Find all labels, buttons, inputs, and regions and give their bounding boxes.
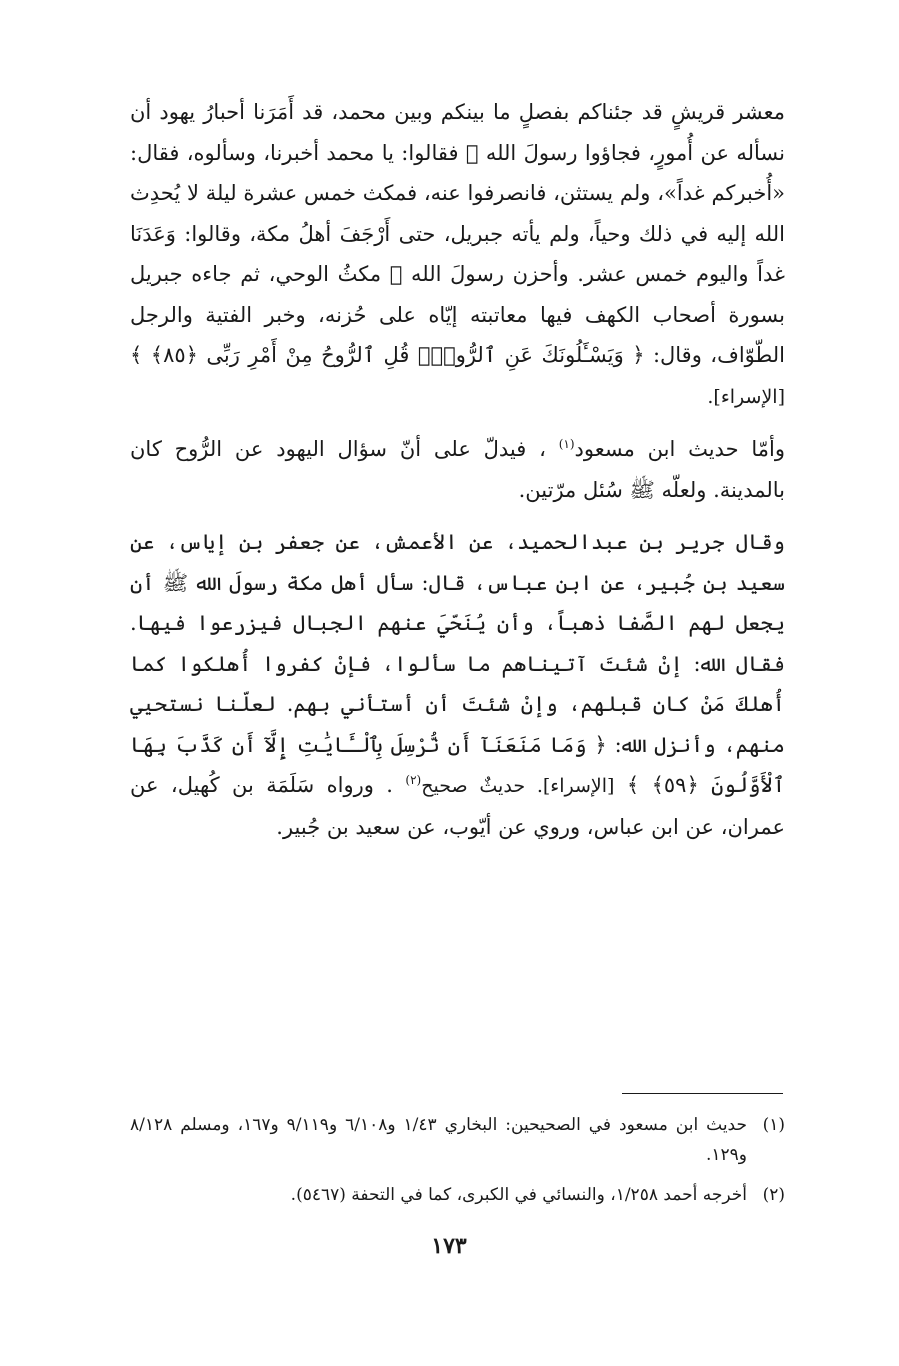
paragraph-2-text-end: ، فيدلّ على أنّ سؤال اليهود عن الرُّوح كان بالمدينة. ولعلّه ﷺ سُئل مرّتين. (130, 437, 785, 502)
footnote-ref-2[interactable]: (٢) (405, 773, 422, 787)
footnote-item (130, 1110, 785, 1170)
paragraph-2-text-start: وأمّا حديث ابن مسعود (574, 437, 785, 461)
footnote-number: (٢) (762, 1185, 785, 1205)
page-number: ١٧٣ (431, 1233, 467, 1259)
paragraph-2 (130, 429, 785, 510)
paragraph-1 (130, 92, 785, 417)
footnote-ref-1[interactable]: (١) (558, 437, 575, 451)
quran-verse-2: ﴿ وَمَا مَنَعَنَآ أَن نُّرْسِلَ بِٱلْـَٔايَٰتِ إِلَّآ أَن كَذَّبَ بِهَا ٱلْأَوَّلُونَ ﴿٥٩﴾ ﴾ (130, 732, 785, 797)
page-body (130, 92, 785, 847)
paragraph-3-text-end: . ورواه سَلَمَة بن كُهيل، عن عمران، عن ابن عباس، وروي عن أيّوب، عن سعيد بن جُبير. (130, 773, 785, 839)
footnote-text: أخرجه أحمد ١/٢٥٨، والنسائي في الكبرى، كما في التحفة (٥٤٦٧). (290, 1185, 747, 1205)
paragraph-1-text: معشر قريشٍ قد جئناكم بفصلٍ ما بينكم وبين محمد، قد أَمَرَنا أحبارُ يهود أن نسأله عن أُمورٍ، فجاؤوا رسولَ الله ﷺ فقالوا: يا محمد أخبرنا، وسألوه، فقال: «أُخبركم غداً»، ولم يستثن، فانصرفوا عنه، فمكث خمس عشرة ليلة لا يُحدِث الله إليه في ذلك وحياً، ولم يأته جبريل، حتى أَرْجَفَ أهلُ مكة، وقالوا: وَعَدَنَا غداً واليوم خمس عشر. وأحزن رسولَ الله ﷺ مكثُ الوحي، ثم جاءه جبريل بسورة أصحاب الكهف فيها معاتبته إيّاه على حُزنه، وخبر الفتية والرجل الطّوّاف، وقال: (130, 100, 785, 367)
footnotes (130, 1110, 785, 1220)
quran-verse-1: ﴿ وَيَسْـَٔلُونَكَ عَنِ ٱلرُّوحِۖ قُلِ ٱلرُّوحُ مِنْ أَمْرِ رَبِّى ﴿٨٥﴾ ﴾ (130, 343, 645, 367)
footnote-divider (622, 1093, 783, 1094)
footnote-text: حديث ابن مسعود في الصحيحين: البخاري ١/٤٣ و٦/١٠٨ و٩/١١٩ و١٦٧، ومسلم ٨/١٢٨ و١٢٩. (130, 1115, 747, 1165)
surah-reference-1: [الإسراء]. (707, 385, 785, 408)
surah-reference-2: [الإسراء]. حديثٌ صحيح (421, 775, 615, 797)
footnote-number: (١) (762, 1115, 785, 1135)
footnote-item (130, 1180, 785, 1210)
paragraph-3-text: وقال جرير بن عبدالحميد، عن الأعمش، عن جعفر بن إياس، عن سعيد بن جُبير، عن ابن عباس، قال: سأل أهل مكة رسولَ الله ﷺ أن يجعل لهم الصَّفا ذهباً، وأن يُنَحّيَ عنهم الجبال فيزرعوا فيها. فقال الله: إنْ شئتَ آتيناهم ما سألوا، فإنْ كفروا أُهلكوا كما أُهلكَ مَنْ كان قبلهم، وإنْ شئتَ أن أستأني بهم. لعلّنا نستحيي منهم، وأنزل الله: (130, 530, 785, 757)
paragraph-3 (130, 522, 785, 847)
